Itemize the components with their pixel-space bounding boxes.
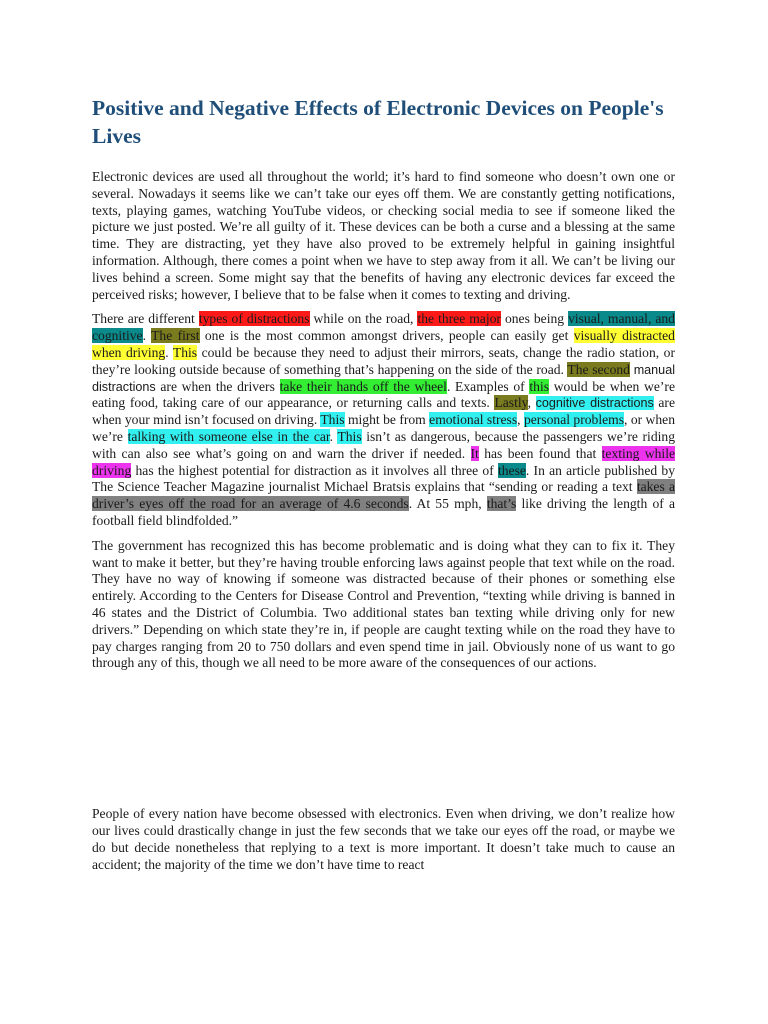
highlight-red: types of distractions <box>198 311 310 327</box>
highlight-olive: The second <box>567 361 630 377</box>
text-run: . <box>142 328 152 344</box>
paragraph-government: The government has recognized this has become problematic and is doing what they can to fix it. They want to make it better, but they’re having trouble enforcing laws against people that text while on the road. They have no way of knowing if someone was distracted because of their phones or something else entirely. According to the Centers for Disease Control and Prevention, “texting while driving is banned in 46 states and the District of Columbia. Two additional states ban texting while driving only for new drivers.” Depending on which state they’re in, if people are caught texting while on the road they have to pay charges ranging from 20 to 750 dollars and even spend time in jail. Obviously none of us want to go through any of this, though we all need to be more aware of the consequences of our actions. <box>92 537 675 671</box>
text-run: would be when we’re eating food, taking care of our appearance, or returning calls and texts. <box>92 378 675 411</box>
text-run: , or when we’re <box>92 412 675 444</box>
text-run: like driving the length of a football field blindfolded.” <box>92 496 675 528</box>
text-run-sans: manual distractions <box>92 362 675 394</box>
text-run: . <box>329 428 338 444</box>
text-run: . In an article published by The Science Teacher Magazine journalist Michael Bratsis explains that “sending or reading a text <box>92 462 675 495</box>
blank-space <box>92 680 675 806</box>
text-run: are when the drivers <box>155 378 280 394</box>
highlight-gray: that’s <box>486 496 517 512</box>
highlight-green: this <box>529 378 550 394</box>
highlight-magenta: It <box>470 445 479 461</box>
text-run: , <box>517 412 524 428</box>
paragraph-distractions <box>92 311 675 529</box>
text-run: . At 55 mph, <box>408 496 487 512</box>
document-page <box>92 94 675 881</box>
highlight-olive: The first <box>151 328 200 344</box>
text-run: are when your mind isn’t focused on driving. <box>92 395 675 428</box>
text-run: . Examples of <box>446 378 530 394</box>
highlight-cyan: personal problems <box>523 412 625 428</box>
highlight-magenta: texting while driving <box>92 445 676 478</box>
text-run: isn’t as dangerous, because the passengers we’re riding with can also see what’s going on and warn the driver if needed. <box>92 428 675 461</box>
highlight-teal: these <box>497 462 526 478</box>
paragraph-conclusion: People of every nation have become obsessed with electronics. Even when driving, we don’t realize how our lives could drastically change in just the few seconds that we take our eyes off the road, or maybe we do but decide nonetheless that replying to a text is more important. It doesn’t take much to cause an accident; the majority of the time we don’t have time to react <box>92 806 675 872</box>
highlight-cyan: talking with someone else in the car <box>127 428 330 444</box>
highlight-gray: takes a driver’s eyes off the road for an average of 4.6 seconds <box>92 479 675 512</box>
text-run: , <box>527 395 536 411</box>
text-run: . <box>165 344 173 360</box>
highlight-cyan: cognitive distractions <box>535 396 654 411</box>
text-run: has been found that <box>478 445 602 461</box>
text-run: one is the most common amongst drivers, people can easily get <box>199 328 574 344</box>
highlight-cyan: This <box>320 412 345 428</box>
highlight-cyan: This <box>337 428 362 444</box>
paragraph-intro: Electronic devices are used all throughout the world; it’s hard to find someone who doesn’t own one or several. Nowadays it seems like we can’t take our eyes off them. We are constantly getting notifications, texts, playing games, watching YouTube videos, or checking social media to see if someone liked the picture we just posted. We’re all guilty of it. These devices can be both a curse and a blessing at the same time. They are distracting, yet they have also proved to be extremely helpful in gaining insightful information. Although, there comes a point when we have to step away from it all. We can’t be living our lives behind a screen. Some might say that the benefits of having any electronic devices far exceed the perceived risks; however, I believe that to be false when it comes to texting and driving. <box>92 169 675 302</box>
text-run: ones being <box>500 311 569 327</box>
text-run: could be because they need to adjust their mirrors, seats, change the radio station, or they’re looking outside because of something that’s happening on the side of the road. <box>92 344 675 377</box>
document-title: Positive and Negative Effects of Electronic Devices on People's Lives <box>92 96 664 148</box>
text-run: There are different <box>92 311 199 327</box>
highlight-yellow: This <box>172 344 198 360</box>
highlight-green: take their hands off the wheel <box>279 378 447 394</box>
highlight-teal: visual, manual, and cognitive <box>92 311 675 344</box>
highlight-olive: Lastly <box>494 395 528 411</box>
highlight-yellow: visually distracted when driving <box>92 328 675 360</box>
text-run: has the highest potential for distraction as it involves all three of <box>131 462 498 478</box>
highlight-red: the three major <box>417 311 501 327</box>
text-run: might be from <box>344 412 430 428</box>
highlight-cyan: emotional stress <box>429 412 518 428</box>
text-run: while on the road, <box>309 311 418 327</box>
